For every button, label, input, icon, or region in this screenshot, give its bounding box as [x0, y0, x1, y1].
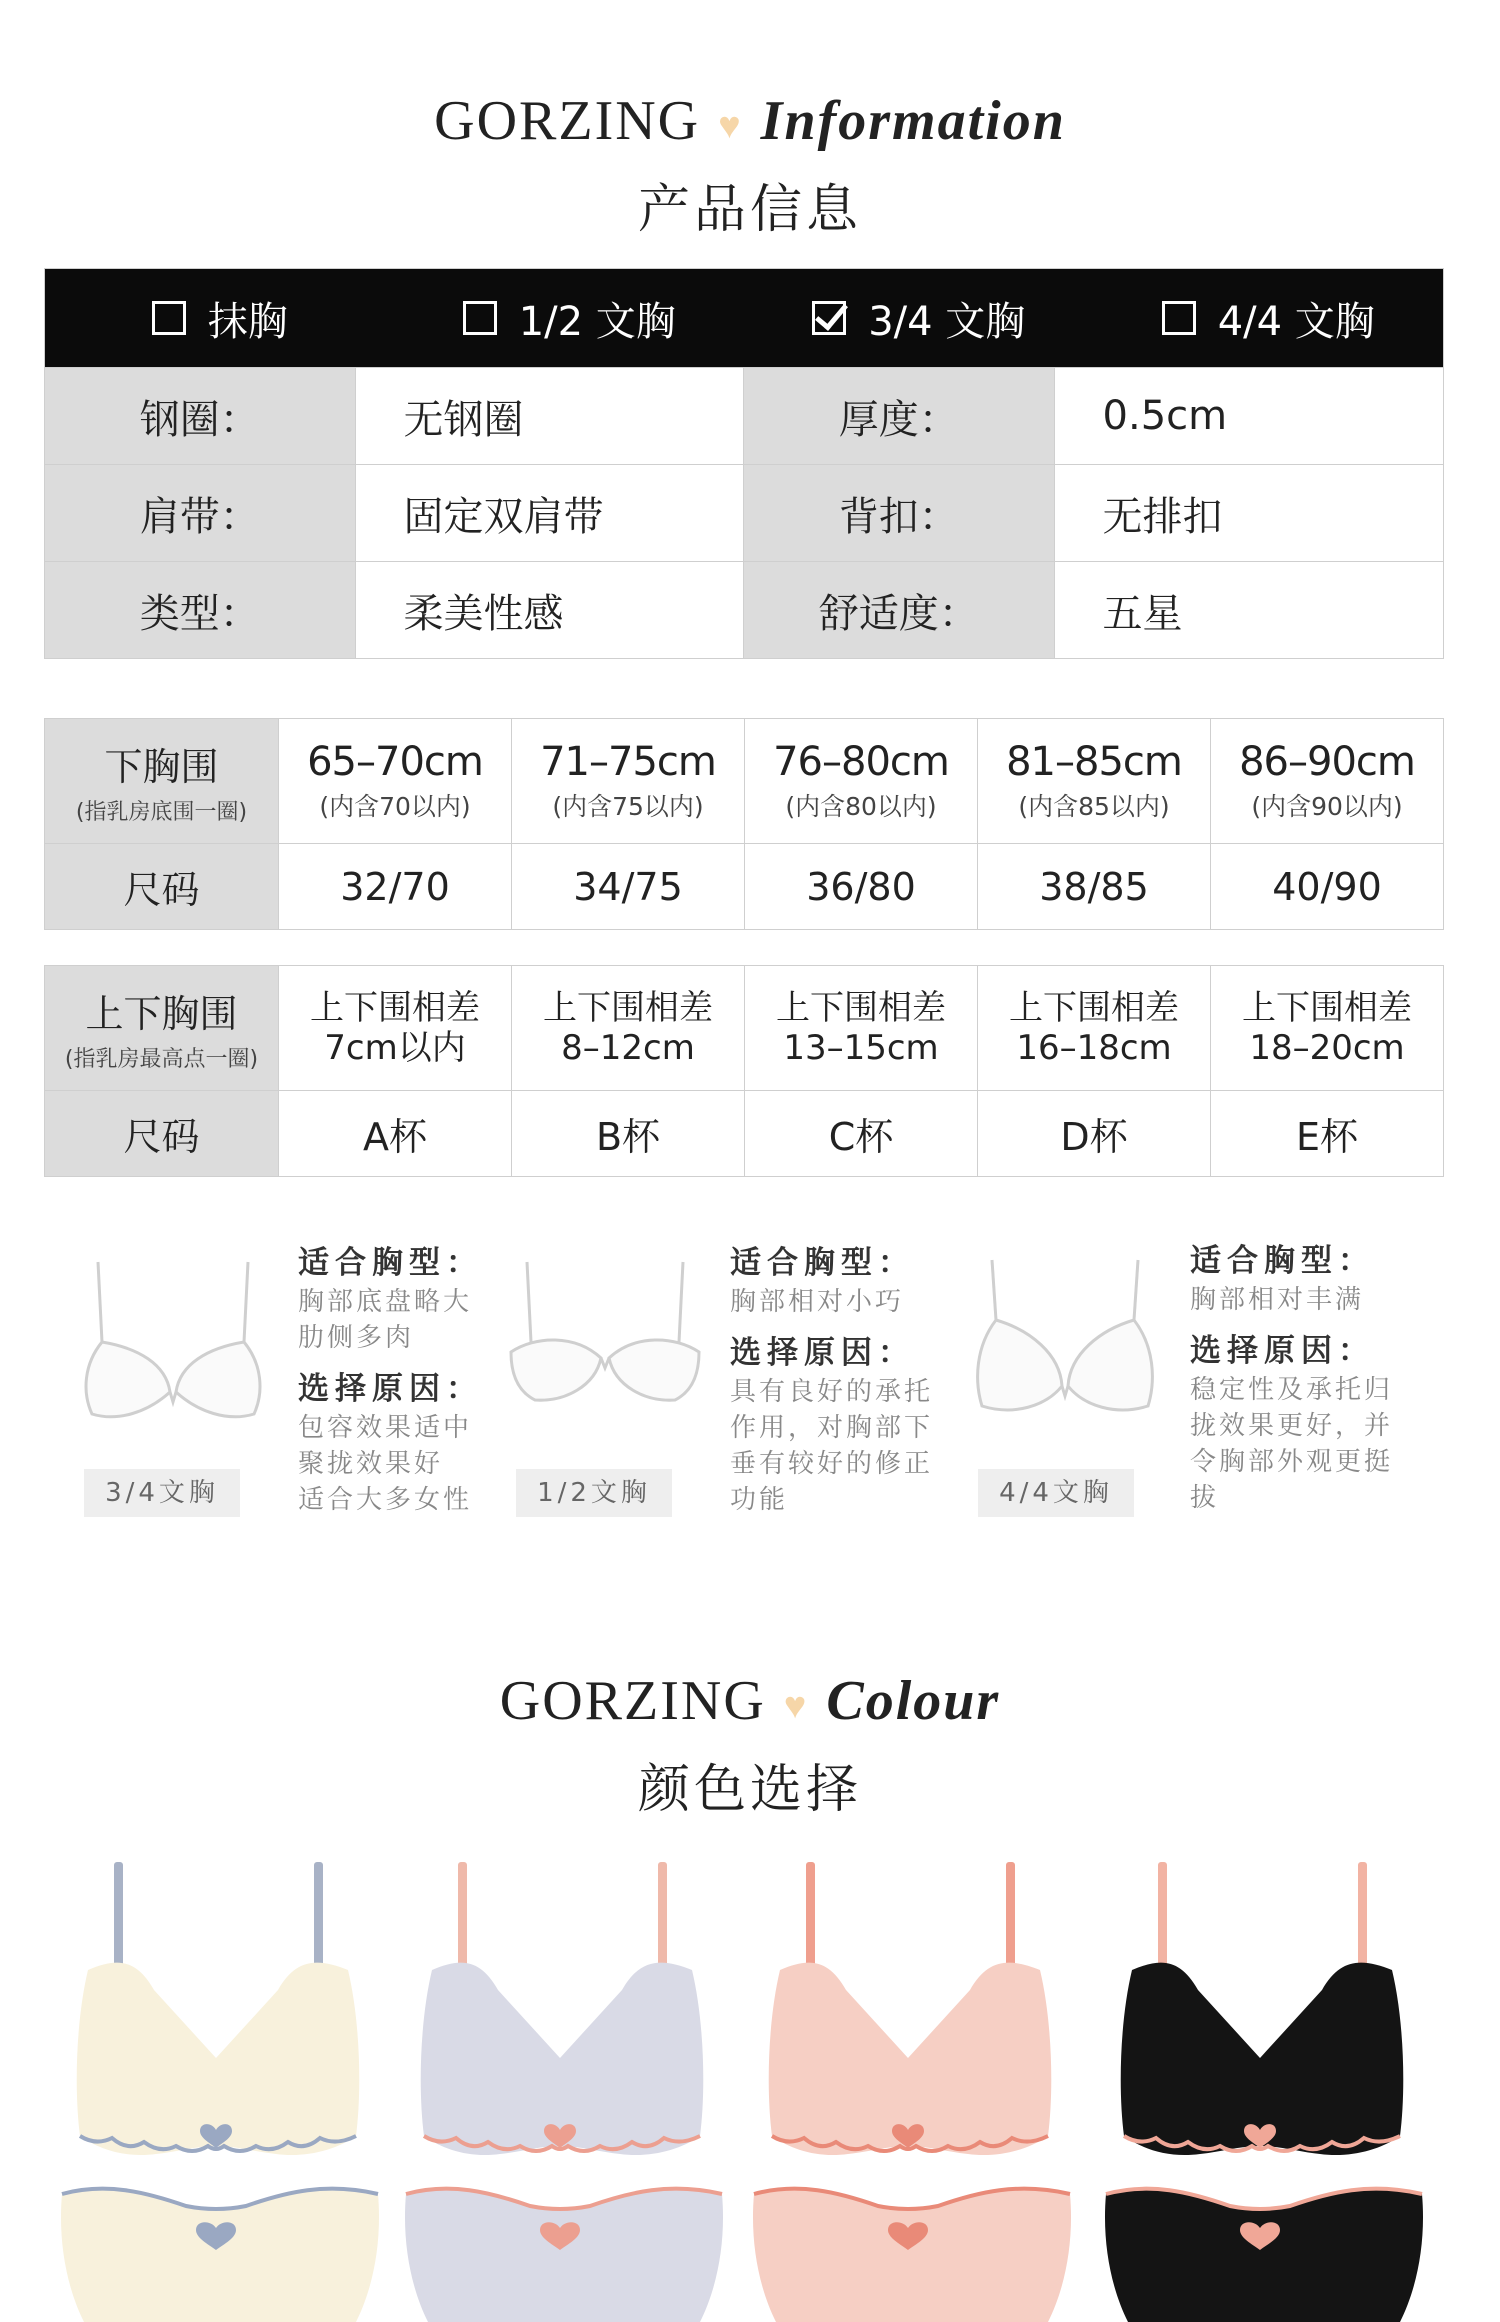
colour-option-lavender[interactable]	[400, 1840, 730, 2322]
spec-label: 背扣：	[744, 465, 1055, 561]
cup-diff-cell: 上下围相差 13–15cm	[745, 966, 978, 1090]
band-size-cell: 40/90	[1272, 864, 1382, 909]
full-cup-bra-icon	[970, 1250, 1160, 1430]
bra-set-image	[748, 1840, 1078, 2322]
style-options-bar	[45, 269, 1443, 367]
underbust-label: 下胸围 (指乳房底围一圈)	[45, 719, 279, 843]
spec-value: 固定双肩带	[356, 465, 744, 561]
spec-value: 柔美性感	[356, 562, 744, 658]
heart-icon: ♥	[783, 1685, 809, 1728]
style-option-full-cup: 4/4 文胸	[1094, 290, 1444, 347]
underbust-cell: 86–90cm (内含90以内)	[1239, 739, 1415, 821]
spec-value: 五星	[1102, 590, 1183, 637]
style-option-half-cup: 1/2 文胸	[395, 290, 745, 347]
checkbox-icon	[152, 301, 186, 335]
band-size-cell: 34/75	[512, 844, 745, 929]
cup-size-row	[45, 1090, 1443, 1176]
size-label: 尺码	[45, 1091, 279, 1176]
spec-label: 厚度：	[744, 368, 1055, 464]
cup-size-cell: E杯	[1295, 1115, 1358, 1159]
underbust-size-table	[44, 718, 1444, 930]
cup-diff-row	[45, 966, 1443, 1090]
spec-row	[45, 464, 1443, 561]
cup-diff-cell: 上下围相差 18–20cm	[1242, 988, 1412, 1068]
cup-diff-cell: 上下围相差 8–12cm	[512, 966, 745, 1090]
cup-size-cell: C杯	[745, 1091, 978, 1176]
spec-label: 钢圈：	[45, 368, 356, 464]
spec-row	[45, 367, 1443, 464]
bra-set-image	[56, 1840, 386, 2322]
size-label: 尺码	[45, 844, 279, 929]
colour-header-word: Colour	[826, 1670, 1001, 1732]
underbust-cell: 81–85cm (内含85以内)	[978, 719, 1211, 843]
guide-text: 适合胸型： 胸部相对丰满 选择原因： 稳定性及承托归 拢效果更好，并 令胸部外观更挺 拔	[1190, 1243, 1394, 1513]
spec-value: 无钢圈	[356, 368, 744, 464]
band-size-cell: 36/80	[745, 844, 978, 929]
info-header	[0, 88, 1500, 242]
spec-label: 类型：	[45, 562, 356, 658]
half-cup-bra-icon	[505, 1252, 705, 1432]
checkbox-checked-icon	[812, 301, 846, 335]
brand-name: GORZING	[499, 1670, 766, 1732]
underbust-row	[45, 719, 1443, 843]
band-size-row	[45, 843, 1443, 929]
info-header-cn: 产品信息	[637, 180, 862, 241]
colour-header-cn: 颜色选择	[637, 1760, 862, 1821]
guide-text: 适合胸型： 胸部底盘略大 肋侧多肉 选择原因： 包容效果适中 聚拢效果好 适合大多女性	[298, 1245, 483, 1515]
colour-header	[0, 1668, 1500, 1822]
spec-label: 肩带：	[45, 465, 356, 561]
spec-value: 无排扣	[1102, 493, 1223, 540]
underbust-cell: 76–80cm (内含80以内)	[745, 719, 978, 843]
bra-set-image	[1100, 1840, 1430, 2322]
colour-option-black[interactable]	[1100, 1840, 1430, 2322]
bra-type-label: 3/4文胸	[84, 1469, 240, 1517]
bra-type-label: 1/2文胸	[516, 1469, 672, 1517]
bra-set-image	[400, 1840, 730, 2322]
checkbox-icon	[1162, 301, 1196, 335]
spec-value: 0.5cm	[1102, 393, 1228, 439]
spec-label: 舒适度：	[744, 562, 1055, 658]
colour-option-pink[interactable]	[748, 1840, 1078, 2322]
cup-size-cell: B杯	[512, 1091, 745, 1176]
colour-header-title	[0, 1668, 1500, 1739]
info-header-title	[0, 88, 1500, 159]
brand-name: GORZING	[434, 90, 701, 152]
underbust-cell: 71–75cm (内含75以内)	[512, 719, 745, 843]
cup-diff-cell: 上下围相差 16–18cm	[978, 966, 1211, 1090]
heart-icon: ♥	[718, 105, 743, 148]
cup-size-cell: D杯	[978, 1091, 1211, 1176]
checkbox-icon	[463, 301, 497, 335]
style-option-three-quarter-cup: 3/4 文胸	[744, 290, 1094, 347]
product-spec-table	[44, 268, 1444, 659]
bra-type-label: 4/4文胸	[978, 1469, 1134, 1517]
guide-text: 适合胸型： 胸部相对小巧 选择原因： 具有良好的承托 作用，对胸部下 垂有较好的修正 功能	[730, 1245, 934, 1515]
cup-diff-cell: 上下围相差 7cm以内	[279, 966, 512, 1090]
cup-diff-label: 上下胸围 (指乳房最高点一圈)	[45, 966, 279, 1090]
band-size-cell: 38/85	[978, 844, 1211, 929]
colour-option-cream[interactable]	[56, 1840, 386, 2322]
three-quarter-bra-icon	[78, 1252, 268, 1432]
spec-row	[45, 561, 1443, 658]
underbust-cell: 65–70cm (内含70以内)	[279, 719, 512, 843]
band-size-cell: 32/70	[279, 844, 512, 929]
cup-size-table	[44, 965, 1444, 1177]
style-option-strapless: 抹胸	[45, 290, 395, 347]
info-header-word: Information	[760, 90, 1066, 152]
cup-size-cell: A杯	[279, 1091, 512, 1176]
